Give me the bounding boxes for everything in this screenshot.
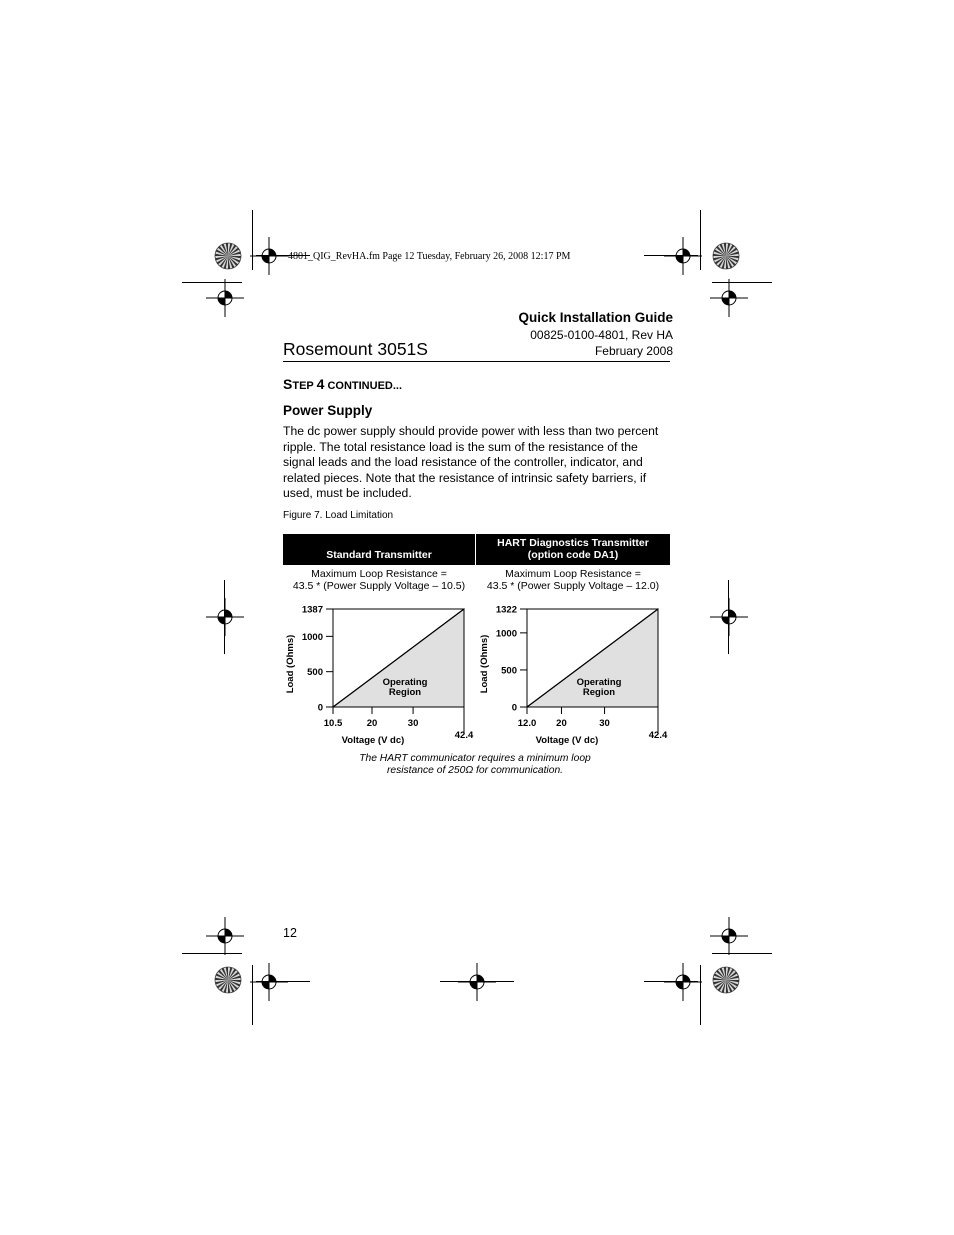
body-line: used, must be included.	[283, 486, 412, 500]
y-axis-label: Load (Ohms)	[479, 634, 490, 694]
crop-line	[224, 580, 225, 654]
registration-crosshair-icon	[458, 963, 496, 1001]
registration-crosshair-icon	[710, 917, 748, 955]
x-axis-label: Voltage (V dc)	[535, 735, 599, 746]
step-heading	[283, 376, 402, 392]
color-target-icon	[712, 966, 740, 994]
figure-caption: Figure 7. Load Limitation	[283, 510, 394, 521]
page-number: 12	[283, 926, 297, 940]
region-label: Operating	[576, 677, 622, 688]
guide-title: Quick Installation Guide	[518, 310, 673, 325]
step-word: TEP	[292, 380, 317, 392]
hart-header-line-2: (option code DA1)	[527, 549, 619, 561]
crop-line	[440, 981, 514, 982]
registration-crosshair-icon	[206, 917, 244, 955]
note-line-2: resistance of 250Ω for communication.	[386, 764, 564, 776]
formula-line-1: Maximum Loop Resistance =	[311, 568, 447, 580]
registration-crosshair-icon	[664, 963, 702, 1001]
figure-table-header	[283, 534, 670, 565]
registration-crosshair-icon	[664, 237, 702, 275]
color-target-icon	[214, 242, 242, 270]
x-tick-label: 42.4	[648, 730, 668, 741]
standard-formula	[283, 569, 475, 592]
x-tick-label: 30	[599, 718, 610, 729]
formula-line-2: 43.5 * (Power Supply Voltage – 12.0)	[486, 579, 660, 592]
y-tick-label: 1322	[495, 604, 517, 616]
document-number: 00825-0100-4801, Rev HA	[530, 328, 673, 342]
x-tick-label: 20	[366, 718, 378, 729]
y-tick-label: 0	[511, 702, 517, 714]
hart-formula	[477, 569, 669, 592]
standard-transmitter-header: Standard Transmitter	[326, 549, 432, 561]
x-tick-label: 30	[407, 718, 419, 729]
hart-transmitter-header	[476, 537, 670, 561]
step-cap: S	[283, 376, 293, 392]
formula-line-2: 43.5 * (Power Supply Voltage – 10.5)	[292, 579, 466, 592]
registration-crosshair-icon	[710, 598, 748, 636]
product-name: Rosemount 3051S	[283, 339, 428, 359]
body-line: related pieces. Note that the resistance of intrinsic safety barriers, if	[283, 470, 647, 485]
x-axis-label: Voltage (V dc)	[341, 735, 405, 746]
crop-line	[728, 580, 729, 654]
file-slug-line: 4801_QIG_RevHA.fm Page 12 Tuesday, February 26, 2008 12:17 PM	[288, 251, 571, 262]
step-number: 4	[316, 376, 325, 392]
crop-line	[644, 255, 698, 256]
body-line: ripple. The total resistance load is the sum of the resistance of the	[283, 439, 638, 454]
crop-line	[644, 981, 698, 982]
y-tick-label: 1387	[301, 604, 323, 616]
y-tick-label: 500	[501, 665, 517, 677]
registration-crosshair-icon	[250, 963, 288, 1001]
section-title: Power Supply	[283, 403, 373, 418]
color-target-icon	[214, 966, 242, 994]
y-tick-label: 1000	[495, 628, 517, 640]
color-target-icon	[712, 242, 740, 270]
y-tick-label: 0	[317, 702, 323, 714]
body-paragraph	[283, 424, 675, 502]
y-tick-label: 1000	[301, 631, 323, 643]
header-rule	[283, 361, 670, 362]
crop-line	[256, 981, 310, 982]
note-line-1: The HART communicator requires a minimum loop	[359, 753, 591, 764]
y-axis-label: Load (Ohms)	[285, 634, 296, 694]
registration-crosshair-icon	[206, 598, 244, 636]
y-tick-label: 500	[307, 667, 323, 679]
hart-header-line-1: HART Diagnostics Transmitter	[497, 537, 649, 549]
body-line: The dc power supply should provide power with less than two percent	[283, 424, 659, 438]
x-tick-label: 10.5	[323, 718, 343, 729]
formula-line-1: Maximum Loop Resistance =	[505, 568, 641, 580]
registration-crosshair-icon	[250, 237, 288, 275]
x-tick-label: 12.0	[517, 718, 537, 729]
x-tick-label: 20	[556, 718, 567, 729]
registration-crosshair-icon	[206, 279, 244, 317]
body-line: signal leads and the load resistance of the controller, indicator, and	[283, 455, 643, 469]
region-label: Region	[388, 687, 422, 698]
load-limitation-charts	[283, 600, 683, 750]
hart-note	[330, 753, 620, 776]
document-date: February 2008	[594, 344, 673, 358]
region-label: Region	[582, 687, 616, 698]
x-tick-label: 42.4	[454, 730, 474, 741]
region-label: Operating	[382, 677, 428, 688]
registration-crosshair-icon	[710, 279, 748, 317]
step-continued: CONTINUED...	[324, 380, 403, 392]
